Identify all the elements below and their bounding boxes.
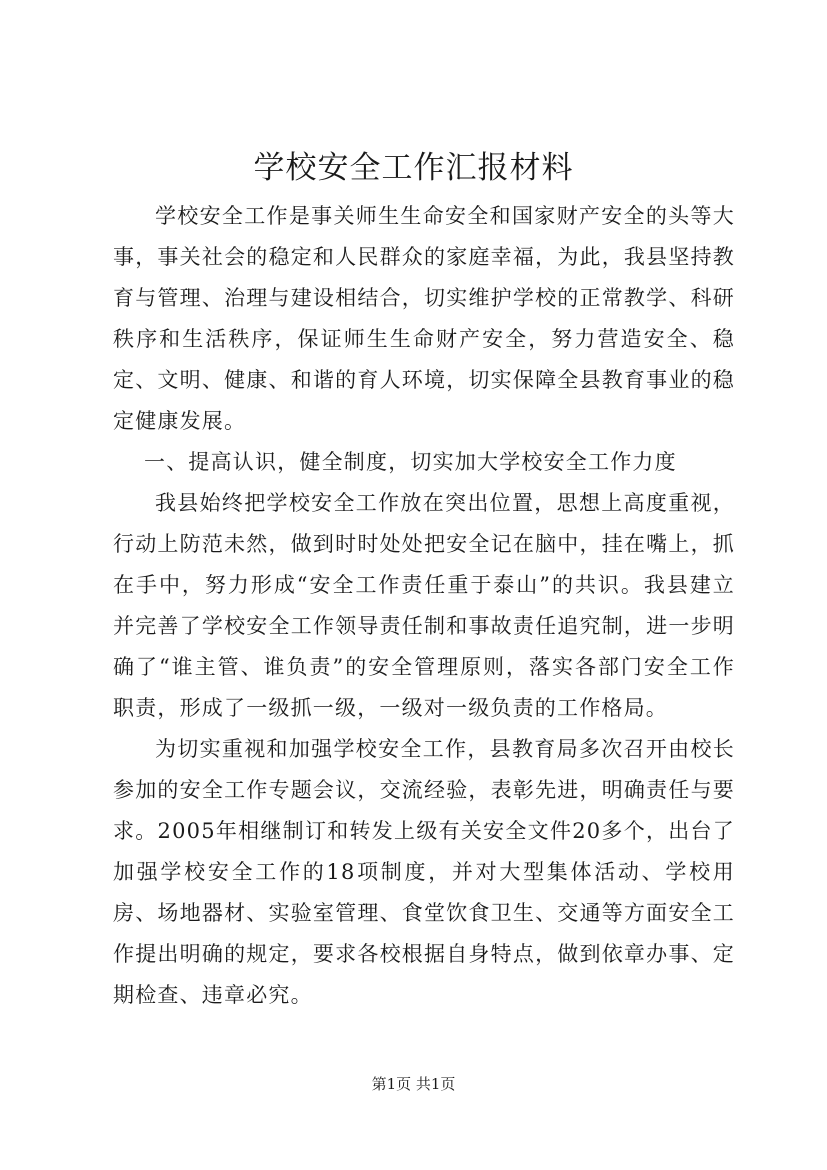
page-number-footer: 第1页 共1页 (371, 1075, 456, 1093)
document-title: 学校安全工作汇报材料 (253, 150, 574, 186)
section-heading-1: 一、提高认识，健全制度，切实加大学校安全工作力度 (144, 450, 677, 474)
paragraph-intro: 学校安全工作是事关师生生命安全和国家财产安全的头等大事，事关社会的稳定和人民群众的家庭幸福，为此，我县坚持教育与管理、治理与建设相结合，切实维护学校的正常教学、科研秩序和生活秩序，保证师生生命财产安全，努力营造安全、稳定、文明、健康、和谐的育人环境，切实保障全县教育事业的稳定健康发展。 (113, 204, 735, 433)
paragraph-section-2: 为切实重视和加强学校安全工作，县教育局多次召开由校长参加的安全工作专题会议，交流经验，表彰先进，明确责任与要求。2005年相继制订和转发上级有关安全文件20多个，出台了加强学校安全工作的18项制度，并对大型集体活动、学校用房、场地器材、实验室管理、食堂饮食卫生、交通等方面安全工作提出明确的规定，要求各校根据自身特点，做到依章办事、定期检查、违章必究。 (113, 737, 735, 1007)
document-body (113, 196, 735, 1016)
paragraph-section-1: 我县始终把学校安全工作放在突出位置，思想上高度重视，行动上防范未然，做到时时处处把安全记在脑中，挂在嘴上，抓在手中，努力形成“安全工作责任重于泰山”的共识。我县建立并完善了学校安全工作领导责任制和事故责任追究制，进一步明确了“谁主管、谁负责”的安全管理原则，落实各部门安全工作职责，形成了一级抓一级，一级对一级负责的工作格局。 (113, 491, 735, 720)
